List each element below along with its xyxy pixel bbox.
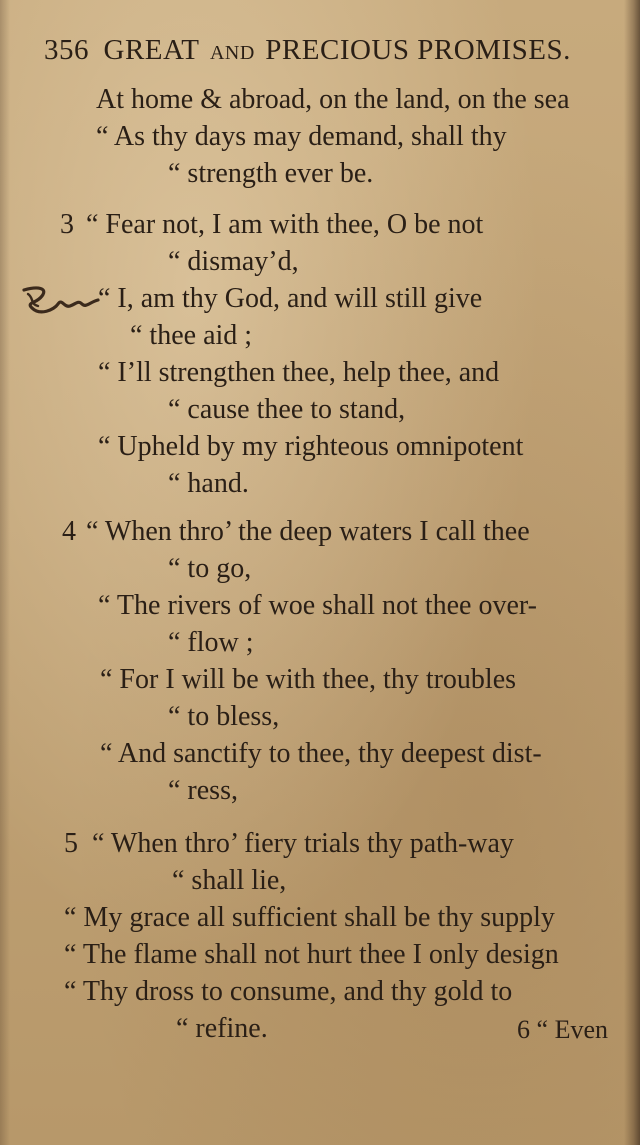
handwritten-mark-icon	[18, 282, 108, 322]
verse-line: “ strength ever be.	[168, 158, 374, 189]
verse-line: “ When thro’ the deep waters I call thee	[86, 516, 530, 547]
verse-line: “ thee aid ;	[130, 320, 253, 351]
verse-line: “ And sanctify to thee, thy deepest dist-	[100, 738, 542, 769]
verse-line: “ My grace all sufficient shall be thy supply	[64, 902, 555, 933]
verse-line: “ to go,	[168, 553, 252, 584]
page-edge-right	[624, 0, 640, 1145]
verse-line: “ to bless,	[168, 701, 280, 732]
verse-line: “ Thy dross to consume, and thy gold to	[64, 976, 513, 1007]
stanza-number: 5	[64, 828, 78, 859]
verse-line: “ I’ll strengthen thee, help thee, and	[98, 357, 500, 388]
catchword: 6 “ Even	[517, 1015, 608, 1044]
verse-line: “ shall lie,	[172, 865, 287, 896]
verse-line: “ For I will be with thee, thy troubles	[100, 664, 517, 695]
verse-line: “ The flame shall not hurt thee I only design	[64, 939, 559, 970]
verse-line: “ As thy days may demand, shall thy	[96, 121, 507, 152]
verse-line: “ ress,	[168, 775, 238, 806]
verse-line: “ Fear not, I am with thee, O be not	[86, 209, 484, 240]
running-header	[44, 34, 636, 74]
verse-line: “ flow ;	[168, 627, 254, 658]
verse-line: “ Upheld by my righteous omnipotent	[98, 431, 524, 462]
stanza-number: 3	[60, 209, 74, 240]
stanza-number: 4	[62, 516, 76, 547]
verse-line: “ dismay’d,	[168, 246, 299, 277]
verse-line: “ refine.	[176, 1013, 268, 1044]
header-word-great: GREAT	[103, 34, 200, 66]
verse-line: At home & abroad, on the land, on the sea	[96, 84, 570, 115]
verse-line: “ cause thee to stand,	[168, 394, 406, 425]
header-word-precious-promises: PRECIOUS PROMISES.	[265, 34, 571, 66]
verse-line: “ hand.	[168, 468, 249, 499]
verse-line: “ I, am thy God, and will still give	[98, 283, 483, 314]
page-edge-left	[0, 0, 10, 1145]
header-word-and: AND	[209, 42, 255, 64]
verse-line: “ When thro’ fiery trials thy path-way	[92, 828, 514, 859]
verse-line: “ The rivers of woe shall not thee over-	[98, 590, 537, 621]
page-number: 356	[44, 34, 89, 66]
